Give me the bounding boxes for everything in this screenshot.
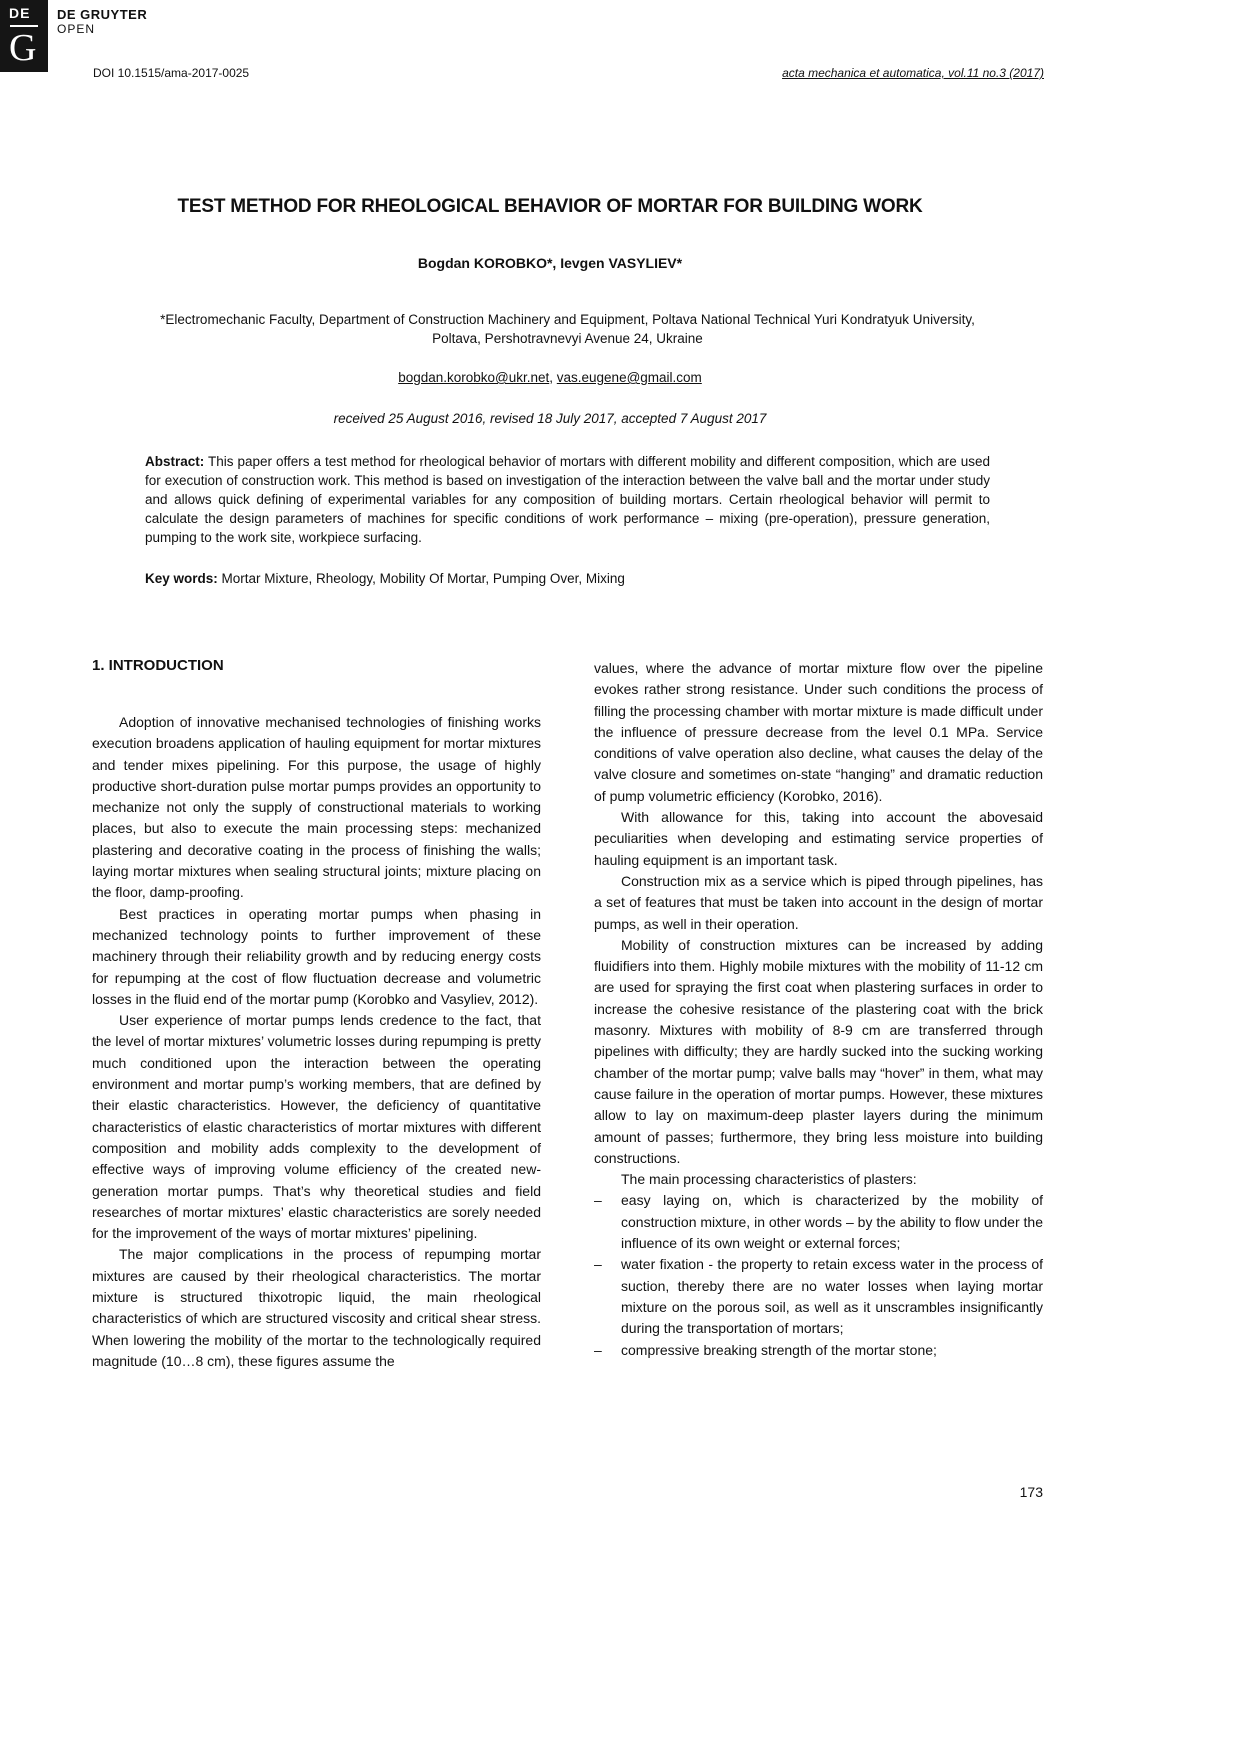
list-item xyxy=(594,1190,1043,1254)
list-item-text: easy laying on, which is characterized by the mobility of construction mixture, in other words – by the ability to flow under the influence of its own weight or external forces; xyxy=(621,1192,1043,1252)
paragraph: With allowance for this, taking into account the abovesaid peculiarities when developing and estimating service properties of hauling equipment is an important task. xyxy=(594,809,1043,868)
submission-dates: received 25 August 2016, revised 18 July 2017, accepted 7 August 2017 xyxy=(333,411,767,426)
section-heading: 1. INTRODUCTION xyxy=(92,657,224,674)
paragraph: The main processing characteristics of plasters: xyxy=(621,1171,917,1188)
logo-de-mark: DE xyxy=(9,5,31,21)
paper-title: TEST METHOD FOR RHEOLOGICAL BEHAVIOR OF MORTAR FOR BUILDING WORK xyxy=(177,196,923,217)
paragraph: Adoption of innovative mechanised technologies of finishing works execution broadens application of hauling equipment for mortar mixtures and tender mixes pipelining. For this purpose, the usage of highly productive short-duration pulse mortar pumps provides an opportunity to mechanize not only the supply of constructional materials to working places, but also to execute the main processing steps: mechanized plastering and decorative coating in the process of finishing the walls; laying mortar mixtures when sealing structural joints; mixture placing on the floor, damp-proofing. xyxy=(92,714,541,901)
list-item xyxy=(594,1254,1043,1339)
email-separator: , xyxy=(549,370,557,385)
doi: DOI 10.1515/ama-2017-0025 xyxy=(93,66,250,80)
left-column xyxy=(92,712,541,1372)
keywords-label: Key words: xyxy=(145,571,218,586)
paragraph-continuation: values, where the advance of mortar mixture flow over the pipeline evokes rather strong resistance. Under such conditions the process of filling the processing chamber with mortar mixture is made difficult under the influence of pressure decrease from the level 0.1 MPa. Service conditions of valve operation also decline, what causes the delay of the valve closure and sometimes on-state “hanging” and dramatic reduction of pump volumetric efficiency (Korobko, 2016). xyxy=(594,660,1043,804)
characteristics-list xyxy=(594,1190,1043,1360)
dash-marker: – xyxy=(594,1192,602,1209)
list-item-text: compressive breaking strength of the mortar stone; xyxy=(621,1341,937,1358)
list-item xyxy=(594,1340,1043,1361)
publisher-logo xyxy=(0,0,48,72)
paragraph: User experience of mortar pumps lends credence to the fact, that the level of mortar mixtures’ volumetric losses during repumping is pretty much conditioned upon the interaction between the operating environment and mortar pump’s working members, that are defined by their elastic characteristics. However, the deficiency of quantitative characteristics of elastic characteristics of mortar mixtures with different composition and mobility adds complexity to the development of effective ways of improving volume efficiency of the created new-generation mortar pumps. That’s why theoretical studies and field researches of mortar mixtures’ elastic characteristics are sorely needed for the improvement of the ways of mortar mixtures’ pipelining. xyxy=(92,1012,541,1242)
dash-marker: – xyxy=(594,1256,602,1273)
abstract-label: Abstract: xyxy=(145,454,205,469)
publisher-title: DE GRUYTER xyxy=(57,7,148,22)
paragraph: Construction mix as a service which is piped through pipelines, has a set of features that must be taken into account in the design of mortar pumps, as well in their operation. xyxy=(594,872,1043,932)
abstract xyxy=(145,452,990,547)
keywords-text: Mortar Mixture, Rheology, Mobility Of Mortar, Pumping Over, Mixing xyxy=(217,571,625,586)
abstract-text: This paper offers a test method for rheological behavior of mortars with different mobility and different composition, which are used for execution of construction work. This method is based on investigation of the interaction between the valve ball and the mortar under study and allows quick defining of experimental variables for any composition of building mortars. Certain rheological behavior will permit to calculate the design parameters of machines for specific conditions of work performance – mixing (pre-operation), pressure generation, pumping to the work site, workpiece surfacing. xyxy=(145,454,990,545)
authors: Bogdan KOROBKO*, Ievgen VASYLIEV* xyxy=(417,255,683,271)
email-link-1[interactable]: bogdan.korobko@ukr.net xyxy=(398,370,550,385)
right-column xyxy=(594,658,1043,1361)
paragraph: Mobility of construction mixtures can be increased by adding fluidifiers into them. Highly mobile mixtures with the mobility of 11-12 cm are used for spraying the first coat when plastering surfaces in order to increase the cohesive resistance of the plastering coat with the brick masonry. Mixtures with mobility of 8-9 cm are transferred through pipelines with difficulty; they are hardly sucked into the sucking working chamber of the mortar pump; valve balls may “hover” in them, what may cause failure in the operation of mortar pumps. However, these mixtures allow to lay on maximum-deep plaster layers during the minimum amount of passes; furthermore, they bring less moisture into building constructions. xyxy=(594,936,1043,1166)
affiliation-line-1: *Electromechanic Faculty, Department of Construction Machinery and Equipment, Poltava National Technical Yuri Kondratyuk University, xyxy=(160,312,975,327)
keywords xyxy=(145,571,990,586)
publisher-name xyxy=(57,8,147,36)
affiliation-line-2: Poltava, Pershotravnevyi Avenue 24, Ukraine xyxy=(432,331,703,346)
logo-g-mark: G xyxy=(9,27,37,69)
dash-marker: – xyxy=(594,1341,602,1358)
journal-reference[interactable]: acta mechanica et automatica, vol.11 no.3 (2017) xyxy=(782,66,1044,80)
emails xyxy=(0,370,1100,385)
paragraph: The major complications in the process of repumping mortar mixtures are caused by their rheological characteristics. The mortar mixture is structured thixotropic liquid, the main rheological characteristics of which are structured viscosity and critical shear stress. When lowering the mobility of the mortar to the technologically required magnitude (10…8 cm), these figures assume the xyxy=(92,1246,541,1369)
publisher-subtitle: OPEN xyxy=(57,22,96,36)
affiliation xyxy=(150,310,985,348)
list-item-text: water fixation - the property to retain excess water in the process of suction, thereby there are no water losses when laying mortar mixture on the porous soil, as well as it unscrambles insignificantly during the transportation of mortars; xyxy=(621,1256,1043,1337)
paragraph: Best practices in operating mortar pumps when phasing in mechanized technology points to further improvement of these machinery through their reliability growth and by reducing energy costs for repumping at the cost of flow fluctuation decrease and volumetric losses in the fluid end of the mortar pump (Korobko and Vasyliev, 2012). xyxy=(92,905,541,1007)
email-link-2[interactable]: vas.eugene@gmail.com xyxy=(556,370,702,385)
page-number: 173 xyxy=(1019,1484,1043,1500)
